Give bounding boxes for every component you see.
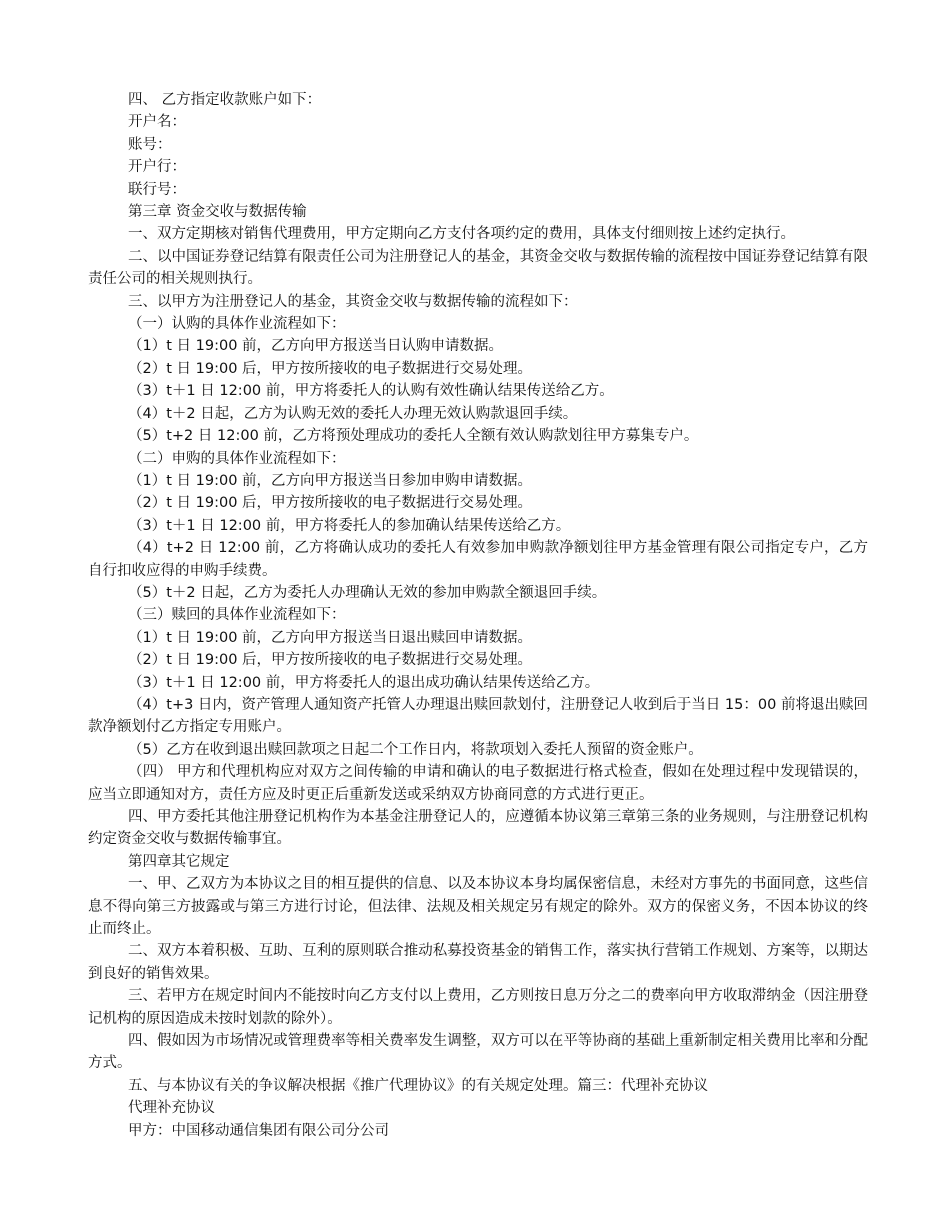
document-body — [88, 89, 868, 1142]
account-holder-name: 开户名： — [128, 114, 186, 131]
chapter-4-clause-4: 四、假如因为市场情况或管理费率等相关费率发生调整，双方可以在平等协商的基础上重新制定相关费用比率和分配方式。 — [88, 1033, 868, 1072]
supplementary-agreement-title: 代理补充协议 — [128, 1100, 215, 1117]
purchase-process-heading: （二）申购的具体作业流程如下： — [128, 450, 346, 467]
chapter-3-clause-3: 三、以甲方为注册登记人的基金，其资金交收与数据传输的流程如下： — [128, 293, 578, 310]
subscription-step-5: （5）t+2 日 12:00 前，乙方将预处理成功的委托人全额有效认购款划往甲方募集专户。 — [128, 428, 699, 445]
subscription-step-2: （2）t 日 19:00 后，甲方按所接收的电子数据进行交易处理。 — [128, 360, 533, 377]
redemption-step-1: （1）t 日 19:00 前，乙方向甲方报送当日退出赎回申请数据。 — [128, 629, 533, 646]
subscription-process-heading: （一）认购的具体作业流程如下： — [128, 316, 346, 333]
purchase-step-4: （4）t+2 日 12:00 前，乙方将确认成功的委托人有效参加申购款净额划往甲方基金管理有限公司指定专户，乙方自行扣收应得的申购手续费。 — [88, 540, 868, 579]
redemption-step-4: （4）t+3 日内，资产管理人通知资产托管人办理退出赎回款划付，注册登记人收到后于当日 15：00 前将退出赎回款净额划付乙方指定专用账户。 — [88, 696, 868, 736]
redemption-process-heading: （三）赎回的具体作业流程如下： — [128, 607, 346, 624]
chapter-3-heading: 第三章 资金交收与数据传输 — [128, 204, 307, 221]
data-format-check-clause: （四） 甲方和代理机构应对双方之间传输的申请和确认的电子数据进行格式检查，假如在处理过程中发现错误的，应当立即通知对方，责任方应及时更正后重新发送或采纳双方协商同意的方式进行更正。 — [88, 764, 868, 803]
chapter-4-clause-5: 五、与本协议有关的争议解决根据《推广代理协议》的有关规定处理。篇三：代理补充协议 — [128, 1077, 708, 1094]
bank-clearing-number: 联行号： — [128, 181, 186, 198]
subscription-step-4: （4）t＋2 日起，乙方为认购无效的委托人办理无效认购款退回手续。 — [128, 405, 578, 422]
account-number: 账号： — [128, 136, 172, 153]
account-bank: 开户行： — [128, 159, 186, 176]
redemption-step-2: （2）t 日 19:00 后，甲方按所接收的电子数据进行交易处理。 — [128, 652, 533, 669]
chapter-3-clause-2: 二、以中国证券登记结算有限责任公司为注册登记人的基金，其资金交收与数据传输的流程按中国证券登记结算有限责任公司的相关规则执行。 — [88, 248, 868, 288]
chapter-3-clause-4: 四、甲方委托其他注册登记机构作为本基金注册登记人的，应遵循本协议第三章第三条的业务规则，与注册登记机构约定资金交收与数据传输事宜。 — [88, 809, 868, 848]
subscription-step-1: （1）t 日 19:00 前，乙方向甲方报送当日认购申请数据。 — [128, 338, 504, 355]
chapter-4-heading: 第四章其它规定 — [128, 853, 230, 870]
subscription-step-3: （3）t＋1 日 12:00 前，甲方将委托人的认购有效性确认结果传送给乙方。 — [128, 383, 614, 400]
purchase-step-1: （1）t 日 19:00 前，乙方向甲方报送当日参加申购申请数据。 — [128, 472, 533, 489]
chapter-4-clause-1: 一、甲、乙双方为本协议之目的相互提供的信息、以及本协议本身均属保密信息，未经对方事先的书面同意，这些信息不得向第三方披露或与第三方进行讨论，但法律、法规及相关规定另有规定的除外。双方的保密义务，不因本协议的终止而终止。 — [88, 876, 868, 938]
purchase-step-2: （2）t 日 19:00 后，甲方按所接收的电子数据进行交易处理。 — [128, 495, 533, 512]
redemption-step-3: （3）t＋1 日 12:00 前，甲方将委托人的退出成功确认结果传送给乙方。 — [128, 674, 600, 691]
chapter-4-clause-2: 二、双方本着积极、互助、互利的原则联合推动私募投资基金的销售工作，落实执行营销工作规划、方案等，以期达到良好的销售效果。 — [88, 943, 868, 982]
chapter-3-clause-1: 一、双方定期核对销售代理费用，甲方定期向乙方支付各项约定的费用，具体支付细则按上述约定执行。 — [128, 226, 795, 243]
party-a-line: 甲方：中国移动通信集团有限公司分公司 — [128, 1122, 389, 1139]
chapter-4-clause-3: 三、若甲方在规定时间内不能按时向乙方支付以上费用，乙方则按日息万分之二的费率向甲方收取滞纳金（因注册登记机构的原因造成未按时划款的除外）。 — [88, 988, 868, 1027]
purchase-step-5: （5）t＋2 日起，乙方为委托人办理确认无效的参加申购款全额退回手续。 — [128, 584, 607, 601]
clause-4-account-heading: 四、 乙方指定收款账户如下： — [128, 92, 322, 108]
purchase-step-3: （3）t＋1 日 12:00 前，甲方将委托人的参加确认结果传送给乙方。 — [128, 517, 571, 534]
redemption-step-5: （5）乙方在收到退出赎回款项之日起二个工作日内，将款项划入委托人预留的资金账户。 — [128, 741, 703, 758]
